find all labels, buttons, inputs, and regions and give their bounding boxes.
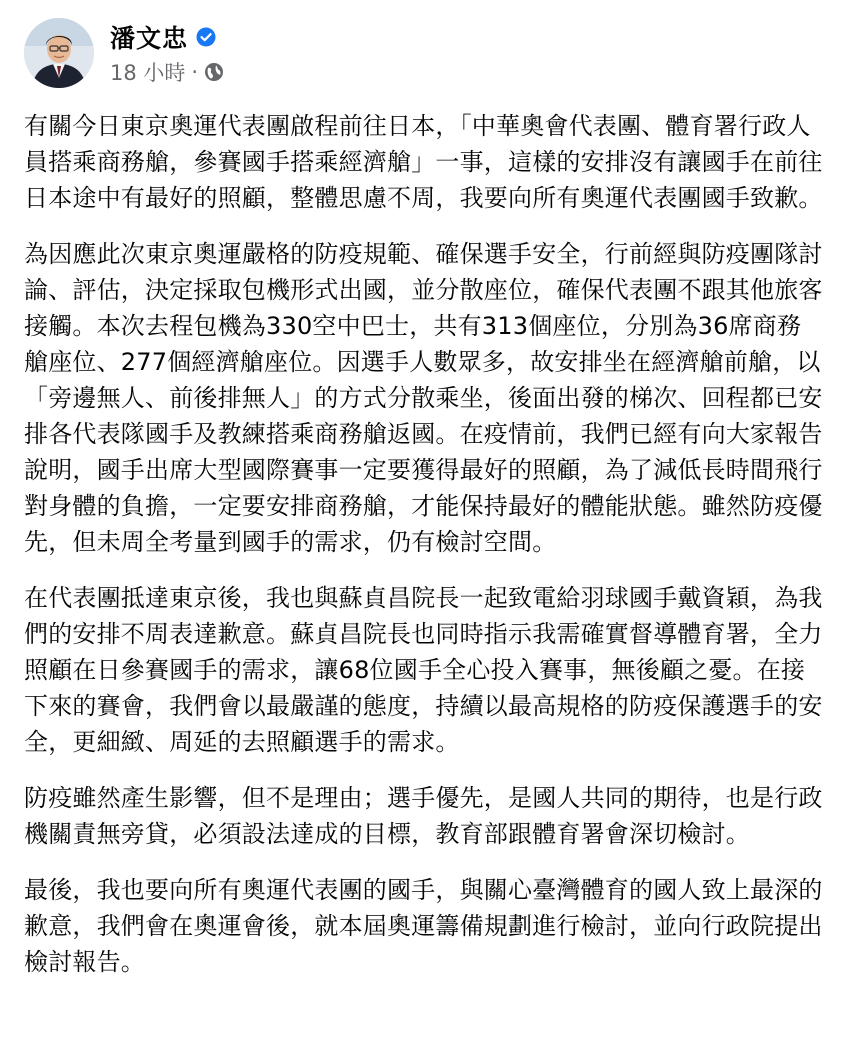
post-subline [110, 59, 224, 85]
author-avatar[interactable] [24, 18, 94, 88]
post-paragraph-5: 最後，我也要向所有奧運代表團的國手，與關心臺灣體育的國人致上最深的歉意，我們會在奧運會後，就本屆奧運籌備規劃進行檢討，並向行政院提出檢討報告。 [24, 876, 823, 976]
post-timestamp[interactable]: 18 小時 [110, 61, 186, 85]
post-paragraph-2: 為因應此次東京奧運嚴格的防疫規範、確保選手安全，行前經與防疫團隊討論、評估，決定採取包機形式出國，並分散座位，確保代表團不跟其他旅客接觸。本次去程包機為330空中巴士，共有313個座位，分別為36席商務艙座位、277個經濟艙座位。因選手人數眾多，故安排坐在經濟艙前艙，以「旁邊無人、前後排無人」的方式分散乘坐，後面出發的梯次、回程都已安排各代表隊國手及教練搭乘商務艙返國。在疫情前，我們已經有向大家報告說明，國手出席大型國際賽事一定要獲得最好的照顧，為了減低長時間飛行對身體的負擔，一定要安排商務艙，才能保持最好的體能狀態。雖然防疫優先，但未周全考量到國手的需求，仍有檢討空間。 [24, 240, 823, 556]
post-paragraph-3: 在代表團抵達東京後，我也與蘇貞昌院長一起致電給羽球國手戴資穎，為我們的安排不周表達歉意。蘇貞昌院長也同時指示我需確實督導體育署，全力照顧在日參賽國手的需求，讓68位國手全心投入賽事，無後顧之憂。在接下來的賽會，我們會以最嚴謹的態度，持續以最高規格的防疫保護選手的安全，更細緻、周延的去照顧選手的需求。 [24, 584, 823, 756]
author-name[interactable]: 潘文忠 [110, 24, 189, 53]
author-row [110, 21, 224, 53]
post-header [24, 18, 224, 88]
verified-badge-icon [196, 27, 216, 47]
meta-separator: · [191, 60, 199, 84]
post-paragraph-4: 防疫雖然產生影響，但不是理由；選手優先，是國人共同的期待，也是行政機關責無旁貸，必須設法達成的目標，教育部跟體育署會深切檢討。 [24, 784, 823, 848]
post-body [24, 108, 824, 1000]
globe-icon[interactable] [204, 62, 224, 82]
post-meta [110, 21, 224, 85]
post-paragraph-1: 有關今日東京奧運代表團啟程前往日本，「中華奧會代表團、體育署行政人員搭乘商務艙，參賽國手搭乘經濟艙」一事，這樣的安排沒有讓國手在前往日本途中有最好的照顧，整體思慮不周，我要向所有奧運代表團國手致歉。 [24, 112, 823, 212]
avatar-portrait-icon [24, 18, 94, 88]
